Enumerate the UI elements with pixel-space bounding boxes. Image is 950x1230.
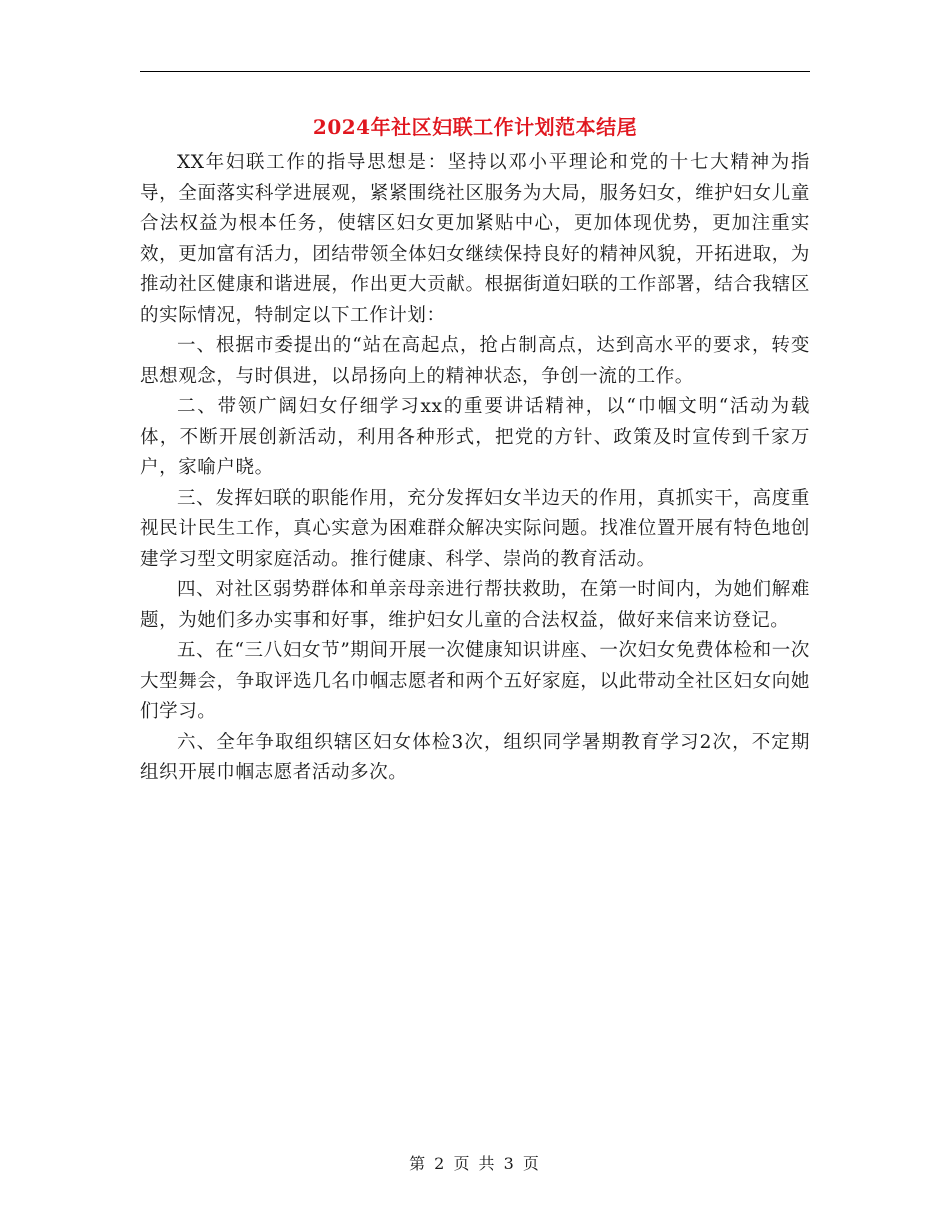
paragraph-item-2: 二、带领广阔妇女仔细学习xx的重要讲话精神，以“巾帼文明“活动为载体，不断开展创新活动，利用各种形式，把党的方针、政策及时宣传到千家万户，家喻户晓。 xyxy=(140,396,810,478)
paragraph-intro: XX年妇联工作的指导思想是：坚持以邓小平理论和党的十七大精神为指导，全面落实科学进展观，紧紧围绕社区服务为大局，服务妇女，维护妇女儿童合法权益为根本任务，使辖区妇女更加紧贴中心，更加体现优势，更加注重实效，更加富有活力，团结带领全体妇女继续保持良好的精神风貌，开拓进取，为推动社区健康和谐进展，作出更大贡献。根据街道妇联的工作部署，结合我辖区的实际情况，特制定以下工作计划： xyxy=(140,152,810,326)
paragraph-item-3: 三、发挥妇联的职能作用，充分发挥妇女半边天的作用，真抓实干，高度重视民计民生工作，真心实意为困难群众解决实际问题。找准位置开展有特色地创建学习型文明家庭活动。推行健康、科学、崇尚的教育活动。 xyxy=(140,487,810,570)
paragraph-item-6: 六、全年争取组织辖区妇女体检3次，组织同学暑期教育学习2次，不定期组织开展巾帼志愿者活动多次。 xyxy=(140,731,810,783)
page-number: 第 2 页 共 3 页 xyxy=(409,1154,541,1173)
header-rule xyxy=(140,71,810,72)
document-title: 2024年社区妇联工作计划范本结尾 xyxy=(312,115,638,139)
paragraph-item-1: 一、根据市委提出的“站在高起点，抢占制高点，达到高水平的要求，转变思想观念，与时俱进，以昂扬向上的精神状态，争创一流的工作。 xyxy=(140,335,810,387)
paragraph-item-4: 四、对社区弱势群体和单亲母亲进行帮扶救助，在第一时间内，为她们解难题，为她们多办实事和好事，维护妇女儿童的合法权益，做好来信来访登记。 xyxy=(140,579,810,631)
document-body xyxy=(140,148,810,789)
paragraph-item-5: 五、在“三八妇女节”期间开展一次健康知识讲座、一次妇女免费体检和一次大型舞会，争取评选几名巾帼志愿者和两个五好家庭，以此带动全社区妇女向她们学习。 xyxy=(140,640,810,722)
